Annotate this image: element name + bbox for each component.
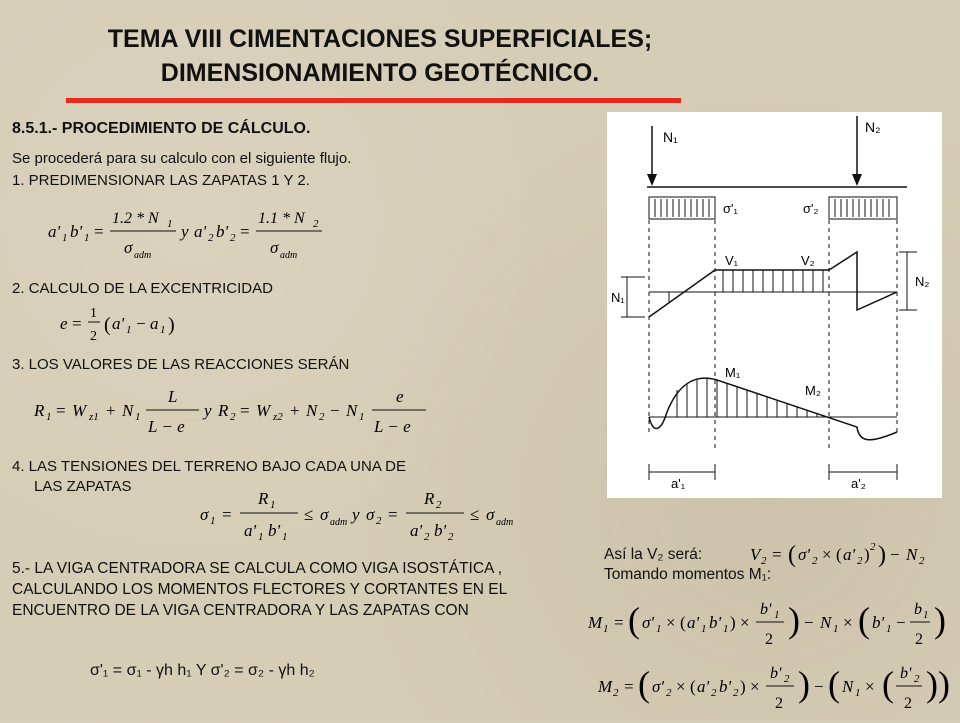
n1-dim-label: N₁ (611, 290, 625, 305)
sigma-2-label: σ'₂ (803, 201, 819, 216)
svg-text:σ': σ' (642, 613, 655, 632)
beam-diagram (607, 112, 942, 498)
svg-text:−: − (890, 545, 900, 564)
svg-text:σ': σ' (652, 677, 665, 696)
svg-text:): ) (934, 600, 946, 640)
svg-text:2: 2 (436, 499, 442, 511)
svg-text:): ) (926, 664, 938, 704)
svg-text:N: N (842, 677, 854, 696)
svg-text:1: 1 (126, 324, 132, 336)
svg-text:σ: σ (486, 505, 495, 524)
svg-text:): ) (730, 613, 736, 632)
svg-text:2: 2 (761, 555, 767, 567)
svg-text:R: R (424, 489, 435, 508)
svg-text:b': b' (268, 521, 281, 540)
svg-text:(: ( (690, 677, 696, 696)
svg-text:N: N (346, 401, 358, 420)
svg-text:L: L (168, 387, 178, 406)
svg-text:b: b (914, 601, 922, 618)
formula-predimension (48, 203, 338, 270)
svg-text:): ) (938, 664, 950, 704)
svg-text:b': b' (872, 613, 885, 632)
svg-text:σ: σ (366, 505, 375, 524)
svg-text:=: = (94, 222, 104, 241)
svg-text:a': a' (697, 677, 710, 696)
svg-text:2: 2 (313, 218, 319, 230)
svg-text:2: 2 (208, 232, 214, 244)
svg-text:×: × (865, 677, 875, 696)
svg-text:a': a' (194, 222, 207, 241)
svg-text:adm: adm (496, 517, 514, 528)
svg-text:b': b' (900, 665, 912, 682)
svg-text:(: ( (104, 314, 111, 336)
svg-text:(: ( (836, 545, 842, 564)
svg-text:2: 2 (914, 673, 920, 685)
svg-text:a': a' (112, 314, 125, 333)
formula-v2 (750, 536, 940, 577)
svg-text:σ: σ (200, 505, 209, 524)
svg-text:): ) (740, 677, 746, 696)
svg-text:): ) (864, 545, 870, 564)
svg-text:(: ( (680, 613, 686, 632)
svg-text:2: 2 (919, 555, 925, 567)
section-heading: 8.5.1.- PROCEDIMIENTO DE CÁLCULO. (12, 120, 311, 137)
svg-text:2: 2 (870, 541, 876, 553)
svg-text:×: × (676, 677, 686, 696)
svg-text:1: 1 (167, 218, 173, 230)
svg-text:1: 1 (656, 623, 662, 635)
svg-text:): ) (788, 600, 800, 640)
svg-text:b': b' (434, 521, 447, 540)
svg-text:=: = (624, 677, 634, 696)
svg-text:2: 2 (857, 555, 863, 567)
svg-text:−: − (804, 613, 814, 632)
svg-text:2: 2 (376, 515, 382, 527)
svg-text:1: 1 (258, 531, 264, 543)
svg-text:2: 2 (733, 687, 739, 699)
svg-text:): ) (798, 664, 810, 704)
svg-text:=: = (222, 505, 232, 524)
v1-label: V₁ (725, 253, 739, 268)
svg-text:a': a' (843, 545, 856, 564)
svg-text:y: y (352, 505, 360, 524)
svg-text:2: 2 (711, 687, 717, 699)
svg-text:N: N (820, 613, 832, 632)
svg-text:y: y (181, 222, 189, 241)
svg-text:×: × (750, 677, 760, 696)
svg-text:+: + (106, 401, 116, 420)
intro-text: Se procederá para su calculo con el siguiente flujo. (12, 150, 352, 167)
svg-text:b': b' (719, 677, 732, 696)
svg-text:σ': σ' (798, 545, 811, 564)
svg-text:(: ( (828, 664, 840, 704)
svg-text:1: 1 (774, 609, 780, 621)
svg-text:1: 1 (84, 232, 90, 244)
formula-numerator-1: 1.2 * N (112, 210, 159, 227)
svg-text:≤: ≤ (304, 505, 314, 524)
footing-1-pressure (649, 197, 715, 219)
svg-text:V: V (750, 545, 761, 564)
svg-text:2: 2 (90, 329, 97, 344)
svg-text:R: R (258, 489, 269, 508)
v2-intro: Así la V₂ será: (604, 546, 703, 563)
svg-text:M: M (588, 613, 603, 632)
svg-text:=: = (240, 222, 250, 241)
svg-text:R: R (34, 401, 45, 420)
svg-text:): ) (168, 314, 175, 336)
svg-text:2: 2 (613, 687, 619, 699)
svg-text:×: × (843, 613, 853, 632)
svg-text:1: 1 (90, 306, 97, 321)
svg-text:1: 1 (886, 623, 892, 635)
svg-text:N: N (122, 401, 134, 420)
formula-m1 (588, 594, 953, 659)
m2-label: M₂ (805, 383, 821, 398)
svg-text:1: 1 (62, 232, 68, 244)
svg-text:b': b' (216, 222, 229, 241)
svg-text:b': b' (770, 665, 782, 682)
svg-text:1: 1 (603, 623, 609, 635)
svg-text:1: 1 (46, 411, 52, 423)
svg-text:1: 1 (282, 531, 288, 543)
title-underline (66, 98, 681, 103)
svg-text:2: 2 (904, 695, 912, 712)
svg-text:1: 1 (701, 623, 707, 635)
moment-curve (649, 378, 897, 440)
svg-text:=: = (240, 401, 250, 420)
svg-text:M: M (598, 677, 613, 696)
svg-text:=: = (772, 545, 782, 564)
formula-stresses (200, 486, 570, 553)
svg-text:=: = (72, 314, 82, 333)
formula-eccentricity (60, 302, 190, 357)
svg-text:z2: z2 (273, 411, 283, 423)
svg-text:1: 1 (210, 515, 216, 527)
svg-text:σ: σ (320, 505, 329, 524)
svg-text:≤: ≤ (470, 505, 480, 524)
svg-text:adm: adm (330, 517, 348, 528)
svg-text:a': a' (687, 613, 700, 632)
svg-text:(: ( (858, 600, 870, 640)
svg-text:×: × (822, 545, 832, 564)
svg-text:N: N (306, 401, 318, 420)
step-3: 3. LOS VALORES DE LAS REACCIONES SERÁN (12, 356, 350, 373)
svg-text:(: ( (788, 542, 796, 568)
svg-text:σ: σ (270, 238, 279, 257)
svg-text:×: × (666, 613, 676, 632)
svg-text:e: e (60, 314, 68, 333)
svg-text:(: ( (882, 664, 894, 704)
svg-text:1: 1 (270, 499, 276, 511)
step-4: 4. LAS TENSIONES DEL TERRENO BAJO CADA UNA DE (12, 458, 407, 475)
svg-text:=: = (614, 613, 624, 632)
svg-text:2: 2 (448, 531, 454, 543)
step-4-continued: LAS ZAPATAS (34, 478, 132, 495)
title-line-2: DIMENSIONAMIENTO GEOTÉCNICO. (160, 59, 600, 87)
svg-text:1.1 * N: 1.1 * N (258, 210, 305, 227)
n2-dim-label: N₂ (915, 274, 930, 289)
svg-text:−: − (330, 401, 340, 420)
sigma-relation: σ'₁ = σ₁ - γh h₁ Y σ'₂ = σ₂ - γh h₂ (90, 662, 315, 679)
m1-intro: Tomando momentos M₁: (604, 566, 772, 583)
step-1: 1. PREDIMENSIONAR LAS ZAPATAS 1 Y 2. (12, 172, 310, 189)
svg-text:1: 1 (359, 411, 365, 423)
m1-label: M₁ (725, 365, 741, 380)
svg-text:W: W (256, 401, 271, 420)
svg-text:adm: adm (134, 250, 152, 261)
svg-text:1: 1 (723, 623, 729, 635)
svg-text:2: 2 (666, 687, 672, 699)
svg-text:2: 2 (775, 695, 783, 712)
svg-text:N: N (906, 545, 918, 564)
svg-text:=: = (56, 401, 66, 420)
svg-text:2: 2 (230, 232, 236, 244)
svg-text:1: 1 (923, 609, 929, 621)
v2-label: V₂ (801, 253, 815, 268)
n2-label: N₂ (865, 119, 881, 135)
svg-text:): ) (878, 542, 886, 568)
svg-text:a: a (150, 314, 159, 333)
svg-text:z1: z1 (89, 411, 99, 423)
a1-label: a'₁ (671, 476, 686, 491)
svg-text:+: + (290, 401, 300, 420)
svg-text:adm: adm (280, 250, 298, 261)
svg-text:1: 1 (135, 411, 141, 423)
svg-text:×: × (740, 613, 750, 632)
svg-text:R: R (218, 401, 229, 420)
svg-text:a': a' (244, 521, 257, 540)
svg-text:1: 1 (160, 324, 166, 336)
footing-2-pressure (829, 197, 897, 219)
svg-text:2: 2 (784, 673, 790, 685)
svg-text:(: ( (638, 664, 650, 704)
svg-text:2: 2 (319, 411, 325, 423)
svg-text:(: ( (628, 600, 640, 640)
sigma-1-label: σ'₁ (723, 201, 738, 216)
step-2: 2. CALCULO DE LA EXCENTRICIDAD (12, 280, 273, 297)
svg-text:2: 2 (915, 631, 923, 648)
step-5: 5.- LA VIGA CENTRADORA SE CALCULA COMO VIGA ISOSTÁTICA , CALCULANDO LOS MOMENTOS FLECTORES Y CORTANTES EN EL ENCUENTRO DE LA VIGA CENTRADORA Y LAS ZAPATAS CON (12, 560, 507, 619)
svg-text:−: − (896, 613, 906, 632)
svg-text:W: W (72, 401, 87, 420)
svg-text:b': b' (709, 613, 722, 632)
page-title (40, 22, 720, 90)
svg-text:1: 1 (833, 623, 839, 635)
svg-text:y: y (204, 401, 212, 420)
svg-text:2: 2 (230, 411, 236, 423)
svg-text:b': b' (70, 222, 83, 241)
a2-label: a'₂ (851, 476, 866, 491)
svg-text:1: 1 (855, 687, 861, 699)
svg-text:=: = (388, 505, 398, 524)
svg-text:σ: σ (124, 238, 133, 257)
svg-text:−: − (814, 677, 824, 696)
svg-text:−: − (136, 314, 146, 333)
svg-text:2: 2 (812, 555, 818, 567)
n1-label: N₁ (663, 129, 678, 145)
svg-text:L − e: L − e (374, 417, 411, 436)
svg-text:b': b' (760, 601, 772, 618)
svg-text:2: 2 (424, 531, 430, 543)
svg-text:a': a' (48, 222, 61, 241)
formula-reactions (34, 382, 474, 449)
svg-text:2: 2 (765, 631, 773, 648)
svg-text:L − e: L − e (148, 417, 185, 436)
svg-text:e: e (396, 387, 404, 406)
title-line-1: TEMA VIII CIMENTACIONES SUPERFICIALES; (107, 25, 653, 53)
formula-m2 (598, 658, 953, 723)
svg-text:a': a' (410, 521, 423, 540)
